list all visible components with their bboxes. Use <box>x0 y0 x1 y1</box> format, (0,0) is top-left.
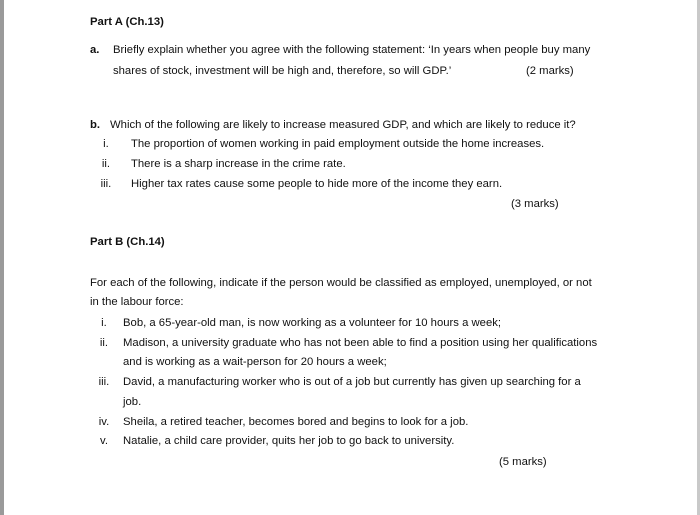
question-b-item-2-text: There is a sharp increase in the crime rate. <box>131 158 346 170</box>
part-b-item-2-num: ii. <box>99 337 109 349</box>
left-page-edge <box>0 0 4 515</box>
part-b-item-1-num: i. <box>101 317 107 329</box>
part-b-item-4-num: iv. <box>98 416 110 428</box>
question-b-item-3-text: Higher tax rates cause some people to hide more of the income they earn. <box>131 178 503 190</box>
question-b-text: Which of the following are likely to increase measured GDP, and which are likely to reduce it? <box>110 119 576 131</box>
part-b-item-4-line-1: Sheila, a retired teacher, becomes bored and begins to look for a job. <box>123 416 469 428</box>
question-b-item-2-num: ii. <box>101 158 111 170</box>
question-a-letter: a. <box>90 44 100 56</box>
question-b-item-1-text: The proportion of women working in paid employment outside the home increases. <box>131 138 545 150</box>
part-a-heading: Part A (Ch.13) <box>90 16 164 28</box>
part-b-item-3-line-2: job. <box>123 396 142 408</box>
part-b-item-2-line-1: Madison, a university graduate who has not been able to find a position using her qualifications <box>123 337 598 349</box>
part-b-item-3-line-1: David, a manufacturing worker who is out of a job but currently has given up searching for a <box>123 376 581 388</box>
part-b-marks: (5 marks) <box>499 456 547 468</box>
question-a-marks: (2 marks) <box>526 65 574 77</box>
question-a-line-1: Briefly explain whether you agree with the following statement: ‘In years when people buy many <box>113 44 591 56</box>
part-b-item-5-line-1: Natalie, a child care provider, quits her job to go back to university. <box>123 435 455 447</box>
question-b-letter: b. <box>90 119 101 131</box>
question-a-line-2: shares of stock, investment will be high and, therefore, so will GDP.’ <box>113 65 452 77</box>
part-b-item-2-line-2: and is working as a wait-person for 20 hours a week; <box>123 356 387 368</box>
question-b-item-1-num: i. <box>103 138 109 150</box>
part-b-intro-line-1: For each of the following, indicate if the person would be classified as employed, unemployed, or not <box>90 277 592 289</box>
part-b-intro-line-2: in the labour force: <box>90 296 184 308</box>
question-b-item-3-num: iii. <box>100 178 112 190</box>
part-b-heading: Part B (Ch.14) <box>90 236 165 248</box>
part-b-item-5-num: v. <box>100 435 108 447</box>
part-b-item-3-num: iii. <box>98 376 110 388</box>
part-b-item-1-line-1: Bob, a 65-year-old man, is now working as a volunteer for 10 hours a week; <box>123 317 502 329</box>
question-b-marks: (3 marks) <box>511 198 559 210</box>
